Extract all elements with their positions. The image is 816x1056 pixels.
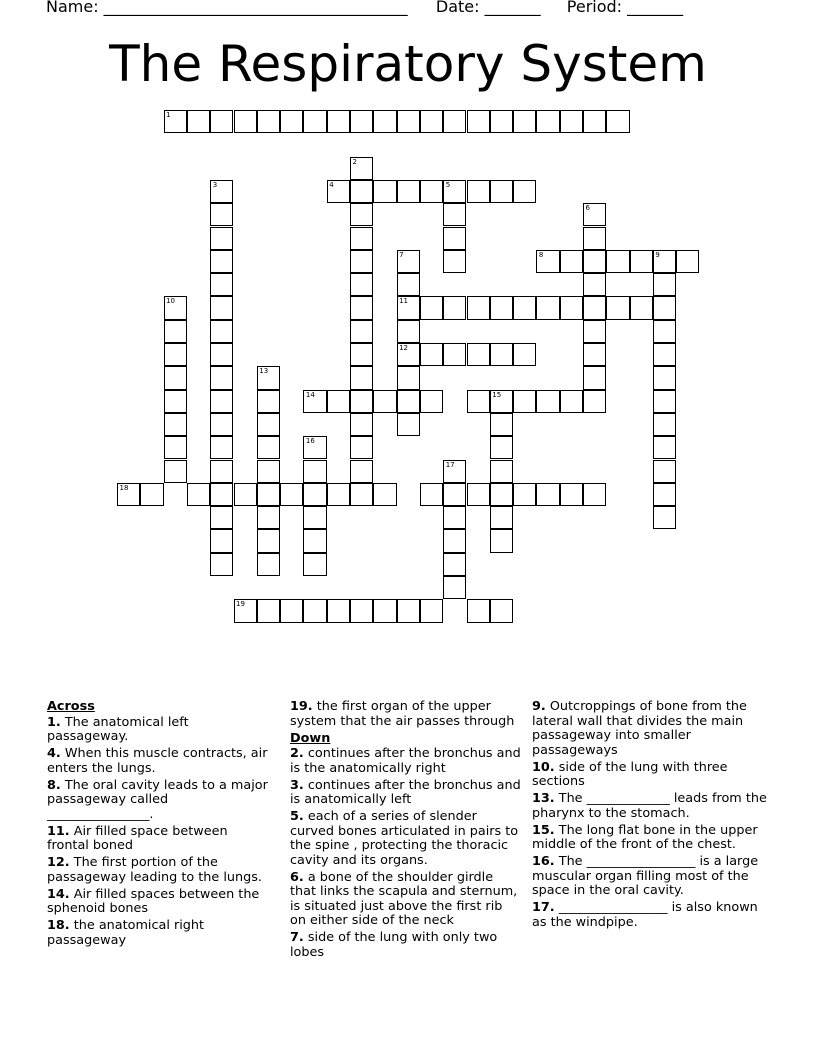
grid-cell[interactable] bbox=[420, 599, 443, 622]
grid-cell[interactable] bbox=[164, 343, 187, 366]
grid-cell[interactable] bbox=[653, 413, 676, 436]
across-clue bbox=[290, 700, 522, 729]
grid-cell[interactable] bbox=[443, 250, 466, 273]
grid-cell[interactable] bbox=[397, 273, 420, 296]
grid-cell[interactable] bbox=[257, 553, 280, 576]
grid-cell[interactable] bbox=[653, 366, 676, 389]
clue-text: When this muscle contracts, air enters the lungs. bbox=[47, 746, 268, 776]
clue-number: 14 bbox=[305, 390, 315, 399]
grid-cell[interactable] bbox=[490, 599, 513, 622]
grid-cell[interactable] bbox=[676, 250, 699, 273]
clue-number: 1 bbox=[166, 111, 171, 119]
grid-cell[interactable] bbox=[467, 599, 490, 622]
grid-cell[interactable] bbox=[653, 460, 676, 483]
clue-number-label: 15. bbox=[532, 822, 555, 838]
clue-number: 17 bbox=[445, 460, 455, 469]
grid-cell[interactable] bbox=[443, 506, 466, 529]
grid-cell[interactable] bbox=[583, 203, 606, 226]
grid-cell[interactable] bbox=[560, 110, 583, 133]
grid-cell[interactable] bbox=[397, 320, 420, 343]
clues-column-3 bbox=[532, 700, 768, 933]
grid-cell[interactable] bbox=[210, 110, 233, 133]
grid-cell[interactable] bbox=[467, 343, 490, 366]
clue-number: 13 bbox=[259, 367, 269, 376]
across-clue bbox=[47, 716, 272, 745]
grid-cell[interactable] bbox=[653, 436, 676, 459]
grid-cell[interactable] bbox=[653, 320, 676, 343]
grid-cell[interactable] bbox=[257, 599, 280, 622]
grid-cell[interactable] bbox=[467, 296, 490, 319]
grid-cell[interactable] bbox=[164, 390, 187, 413]
clue-number-label: 11. bbox=[47, 823, 70, 839]
grid-cell[interactable] bbox=[583, 390, 606, 413]
grid-cell[interactable] bbox=[583, 483, 606, 506]
grid-cell[interactable] bbox=[490, 529, 513, 552]
grid-cell[interactable] bbox=[490, 460, 513, 483]
name-field-label[interactable]: Name: ______________________________________ bbox=[46, 0, 408, 16]
clue-number: 11 bbox=[399, 297, 409, 306]
clue-number-label: 9. bbox=[532, 699, 546, 714]
grid-cell[interactable] bbox=[257, 390, 280, 413]
grid-cell[interactable] bbox=[350, 460, 373, 483]
grid-cell[interactable] bbox=[327, 110, 350, 133]
grid-cell[interactable] bbox=[257, 483, 280, 506]
grid-cell[interactable] bbox=[490, 110, 513, 133]
clue-number: 4 bbox=[329, 180, 334, 189]
clue-number: 9 bbox=[655, 250, 660, 259]
period-field-label[interactable]: Period: _______ bbox=[566, 0, 684, 16]
clue-text: the first organ of the upper system that the air passes through bbox=[290, 699, 515, 729]
grid-cell[interactable] bbox=[303, 529, 326, 552]
grid-cell[interactable] bbox=[350, 390, 373, 413]
down-clue bbox=[532, 700, 768, 758]
grid-cell[interactable] bbox=[257, 110, 280, 133]
grid-cell[interactable] bbox=[420, 110, 443, 133]
grid-cell[interactable] bbox=[490, 390, 513, 413]
clue-number-label: 10. bbox=[532, 759, 555, 775]
grid-cell[interactable] bbox=[653, 250, 676, 273]
clue-number-label: 3. bbox=[290, 777, 304, 793]
grid-cell[interactable] bbox=[536, 296, 559, 319]
clue-number: 18 bbox=[119, 483, 129, 492]
grid-cell[interactable] bbox=[560, 483, 583, 506]
clue-text: side of the lung with only two lobes bbox=[290, 930, 498, 960]
grid-cell[interactable] bbox=[513, 180, 536, 203]
clue-text: side of the lung with three sections bbox=[532, 759, 728, 789]
down-clue bbox=[290, 871, 522, 929]
grid-cell[interactable] bbox=[490, 483, 513, 506]
down-clue bbox=[532, 855, 768, 899]
grid-cell[interactable] bbox=[373, 110, 396, 133]
clue-number-label: 19. bbox=[290, 699, 313, 714]
across-clue bbox=[47, 856, 272, 885]
down-clue-list-continued bbox=[532, 700, 768, 930]
grid-cell[interactable] bbox=[443, 296, 466, 319]
across-clue bbox=[47, 825, 272, 854]
grid-cell[interactable] bbox=[490, 436, 513, 459]
clue-number-label: 2. bbox=[290, 746, 304, 761]
grid-cell[interactable] bbox=[443, 203, 466, 226]
grid-cell[interactable] bbox=[560, 390, 583, 413]
grid-cell[interactable] bbox=[210, 343, 233, 366]
clue-number-label: 5. bbox=[290, 809, 304, 824]
grid-cell[interactable] bbox=[350, 157, 373, 180]
down-clue bbox=[290, 779, 522, 808]
grid-cell[interactable] bbox=[257, 506, 280, 529]
grid-cell[interactable] bbox=[443, 483, 466, 506]
grid-cell[interactable] bbox=[210, 413, 233, 436]
grid-cell[interactable] bbox=[536, 110, 559, 133]
grid-cell[interactable] bbox=[443, 110, 466, 133]
grid-cell[interactable] bbox=[210, 296, 233, 319]
grid-cell[interactable] bbox=[210, 506, 233, 529]
grid-cell[interactable] bbox=[490, 296, 513, 319]
clue-text: the anatomical right passageway bbox=[47, 918, 205, 948]
across-clue-list-continued bbox=[290, 700, 522, 729]
grid-cell[interactable] bbox=[397, 296, 420, 319]
grid-cell[interactable] bbox=[210, 250, 233, 273]
across-clue bbox=[47, 919, 272, 948]
grid-cell[interactable] bbox=[397, 250, 420, 273]
grid-cell[interactable] bbox=[536, 390, 559, 413]
grid-cell[interactable] bbox=[210, 366, 233, 389]
grid-cell[interactable] bbox=[350, 110, 373, 133]
grid-cell[interactable] bbox=[630, 296, 653, 319]
clue-text: Outcroppings of bone from the lateral wall that divides the main passageway into smaller passageways bbox=[532, 699, 747, 758]
grid-cell[interactable] bbox=[210, 390, 233, 413]
clue-number-label: 17. bbox=[532, 900, 555, 915]
grid-cell[interactable] bbox=[350, 250, 373, 273]
clue-number-label: 1. bbox=[47, 714, 61, 730]
grid-cell[interactable] bbox=[210, 273, 233, 296]
grid-cell[interactable] bbox=[443, 529, 466, 552]
grid-cell[interactable] bbox=[653, 296, 676, 319]
grid-cell[interactable] bbox=[303, 390, 326, 413]
grid-cell[interactable] bbox=[513, 110, 536, 133]
across-clue bbox=[47, 888, 272, 917]
grid-cell[interactable] bbox=[490, 506, 513, 529]
grid-cell[interactable] bbox=[327, 599, 350, 622]
grid-cell[interactable] bbox=[210, 483, 233, 506]
grid-cell[interactable] bbox=[653, 390, 676, 413]
grid-cell[interactable] bbox=[280, 110, 303, 133]
grid-cell[interactable] bbox=[536, 250, 559, 273]
clue-number-label: 13. bbox=[532, 791, 555, 806]
grid-cell[interactable] bbox=[117, 483, 140, 506]
clue-number: 10 bbox=[166, 297, 176, 306]
clue-number: 3 bbox=[212, 180, 218, 189]
grid-cell[interactable] bbox=[303, 506, 326, 529]
grid-cell[interactable] bbox=[583, 273, 606, 296]
grid-cell[interactable] bbox=[513, 483, 536, 506]
grid-cell[interactable] bbox=[350, 483, 373, 506]
clue-text: Air filled space between frontal boned bbox=[47, 823, 228, 853]
grid-cell[interactable] bbox=[210, 529, 233, 552]
grid-cell[interactable] bbox=[443, 343, 466, 366]
clue-text: The oral cavity leads to a major passageway called ________________. bbox=[47, 777, 268, 822]
clue-number: 19 bbox=[236, 600, 245, 609]
grid-cell[interactable] bbox=[467, 110, 490, 133]
grid-cell[interactable] bbox=[606, 110, 629, 133]
clue-number-label: 16. bbox=[532, 854, 555, 869]
clue-number-label: 12. bbox=[47, 855, 70, 870]
grid-cell[interactable] bbox=[583, 227, 606, 250]
down-clue-list bbox=[290, 747, 522, 960]
grid-cell[interactable] bbox=[210, 436, 233, 459]
grid-cell[interactable] bbox=[210, 227, 233, 250]
clue-number: 8 bbox=[538, 250, 544, 259]
grid-cell[interactable] bbox=[257, 436, 280, 459]
across-clue-list bbox=[47, 716, 272, 949]
grid-cell[interactable] bbox=[373, 180, 396, 203]
grid-cell[interactable] bbox=[210, 320, 233, 343]
grid-cell[interactable] bbox=[303, 460, 326, 483]
grid-cell[interactable] bbox=[140, 483, 163, 506]
grid-cell[interactable] bbox=[420, 390, 443, 413]
clue-number: 6 bbox=[585, 204, 590, 213]
grid-cell[interactable] bbox=[234, 483, 257, 506]
grid-cell[interactable] bbox=[397, 343, 420, 366]
grid-cell[interactable] bbox=[350, 436, 373, 459]
grid-cell[interactable] bbox=[350, 180, 373, 203]
grid-cell[interactable] bbox=[210, 553, 233, 576]
clue-text: The _________________ is a large muscular organ filling most of the space in the oral cavity. bbox=[532, 854, 759, 898]
grid-cell[interactable] bbox=[630, 250, 653, 273]
grid-cell[interactable] bbox=[350, 413, 373, 436]
grid-cell[interactable] bbox=[187, 483, 210, 506]
grid-cell[interactable] bbox=[653, 483, 676, 506]
clue-number: 12 bbox=[399, 344, 409, 352]
across-clue bbox=[47, 747, 272, 776]
clue-text: continues after the bronchus and is the anatomically right bbox=[290, 746, 521, 776]
clue-number-label: 8. bbox=[47, 777, 61, 793]
grid-cell[interactable] bbox=[443, 553, 466, 576]
grid-cell[interactable] bbox=[303, 436, 326, 459]
grid-cell[interactable] bbox=[210, 203, 233, 226]
clue-number: 5 bbox=[445, 180, 451, 189]
grid-cell[interactable] bbox=[257, 460, 280, 483]
grid-cell[interactable] bbox=[443, 227, 466, 250]
grid-cell[interactable] bbox=[443, 460, 466, 483]
grid-cell[interactable] bbox=[583, 320, 606, 343]
grid-cell[interactable] bbox=[583, 250, 606, 273]
grid-cell[interactable] bbox=[373, 599, 396, 622]
grid-cell[interactable] bbox=[420, 296, 443, 319]
clue-number-label: 7. bbox=[290, 930, 304, 945]
grid-cell[interactable] bbox=[257, 366, 280, 389]
grid-cell[interactable] bbox=[513, 343, 536, 366]
clue-number: 16 bbox=[305, 437, 315, 446]
grid-cell[interactable] bbox=[653, 506, 676, 529]
across-clue bbox=[47, 779, 272, 823]
grid-cell[interactable] bbox=[397, 110, 420, 133]
grid-cell[interactable] bbox=[373, 483, 396, 506]
grid-cell[interactable] bbox=[653, 273, 676, 296]
down-clue bbox=[532, 761, 768, 790]
clue-number-label: 14. bbox=[47, 886, 70, 902]
clue-number-label: 6. bbox=[290, 869, 304, 885]
grid-cell[interactable] bbox=[420, 343, 443, 366]
grid-cell[interactable] bbox=[327, 390, 350, 413]
grid-cell[interactable] bbox=[164, 413, 187, 436]
clue-text: The first portion of the passageway leading to the lungs. bbox=[47, 855, 262, 885]
grid-cell[interactable] bbox=[303, 553, 326, 576]
grid-cell[interactable] bbox=[467, 483, 490, 506]
grid-cell[interactable] bbox=[164, 110, 187, 133]
down-clue bbox=[290, 747, 522, 776]
grid-cell[interactable] bbox=[583, 366, 606, 389]
grid-cell[interactable] bbox=[560, 250, 583, 273]
grid-cell[interactable] bbox=[303, 599, 326, 622]
grid-cell[interactable] bbox=[350, 296, 373, 319]
clues-column-1 bbox=[47, 700, 272, 951]
header bbox=[46, 0, 683, 16]
grid-cell[interactable] bbox=[373, 390, 396, 413]
grid-cell[interactable] bbox=[350, 343, 373, 366]
clues-column-2 bbox=[290, 700, 522, 963]
grid-cell[interactable] bbox=[280, 599, 303, 622]
grid-cell[interactable] bbox=[583, 296, 606, 319]
grid-cell[interactable] bbox=[350, 320, 373, 343]
down-clue bbox=[532, 901, 768, 930]
grid-cell[interactable] bbox=[420, 483, 443, 506]
grid-cell[interactable] bbox=[536, 483, 559, 506]
clue-number-label: 18. bbox=[47, 918, 70, 933]
grid-cell[interactable] bbox=[327, 180, 350, 203]
grid-cell[interactable] bbox=[653, 343, 676, 366]
grid-cell[interactable] bbox=[234, 110, 257, 133]
grid-cell[interactable] bbox=[467, 180, 490, 203]
clue-text: The long flat bone in the upper middle of the front of the chest. bbox=[532, 822, 758, 852]
grid-cell[interactable] bbox=[164, 436, 187, 459]
grid-cell[interactable] bbox=[350, 203, 373, 226]
down-heading: Down bbox=[290, 730, 331, 746]
grid-cell[interactable] bbox=[443, 180, 466, 203]
clue-text: continues after the bronchus and is anatomically left bbox=[290, 777, 521, 807]
grid-cell[interactable] bbox=[513, 390, 536, 413]
down-clue bbox=[532, 792, 768, 821]
grid-cell[interactable] bbox=[210, 460, 233, 483]
grid-cell[interactable] bbox=[490, 413, 513, 436]
grid-cell[interactable] bbox=[583, 343, 606, 366]
grid-cell[interactable] bbox=[280, 483, 303, 506]
grid-cell[interactable] bbox=[420, 180, 443, 203]
grid-cell[interactable] bbox=[397, 180, 420, 203]
grid-cell[interactable] bbox=[327, 483, 350, 506]
grid-cell[interactable] bbox=[467, 390, 490, 413]
down-clue bbox=[290, 931, 522, 960]
grid-cell[interactable] bbox=[164, 366, 187, 389]
down-clue bbox=[290, 810, 522, 868]
clue-text: The _____________ leads from the pharynx to the stomach. bbox=[532, 791, 767, 821]
grid-cell[interactable] bbox=[257, 413, 280, 436]
grid-cell[interactable] bbox=[350, 273, 373, 296]
grid-cell[interactable] bbox=[234, 599, 257, 622]
grid-cell[interactable] bbox=[560, 296, 583, 319]
across-heading: Across bbox=[47, 699, 95, 714]
down-clue bbox=[532, 824, 768, 853]
grid-cell[interactable] bbox=[513, 296, 536, 319]
grid-cell[interactable] bbox=[397, 390, 420, 413]
grid-cell[interactable] bbox=[350, 599, 373, 622]
grid-cell[interactable] bbox=[350, 227, 373, 250]
clue-text: The anatomical left passageway. bbox=[47, 714, 189, 744]
grid-cell[interactable] bbox=[303, 483, 326, 506]
grid-cell[interactable] bbox=[164, 320, 187, 343]
grid-cell[interactable] bbox=[606, 250, 629, 273]
grid-cell[interactable] bbox=[583, 110, 606, 133]
grid-cell[interactable] bbox=[303, 110, 326, 133]
grid-cell[interactable] bbox=[257, 529, 280, 552]
grid-cell[interactable] bbox=[490, 180, 513, 203]
clue-number-label: 4. bbox=[47, 746, 61, 761]
grid-cell[interactable] bbox=[350, 366, 373, 389]
grid-cell[interactable] bbox=[164, 296, 187, 319]
clue-text: Air filled spaces between the sphenoid bones bbox=[47, 886, 260, 916]
grid-cell[interactable] bbox=[164, 460, 187, 483]
grid-cell[interactable] bbox=[443, 576, 466, 599]
grid-cell[interactable] bbox=[490, 343, 513, 366]
grid-cell[interactable] bbox=[397, 413, 420, 436]
clue-text: _________________ is also known as the windpipe. bbox=[532, 900, 758, 930]
clue-text: each of a series of slender curved bones articulated in pairs to the spine , protecting the thoracic cavity and its organs. bbox=[290, 809, 519, 868]
date-field-label[interactable]: Date: _______ bbox=[435, 0, 541, 16]
grid-cell[interactable] bbox=[397, 599, 420, 622]
clue-number: 15 bbox=[492, 390, 502, 399]
page-title: The Respiratory System bbox=[109, 35, 707, 93]
grid-cell[interactable] bbox=[397, 366, 420, 389]
grid-cell[interactable] bbox=[187, 110, 210, 133]
clue-number: 7 bbox=[399, 250, 404, 259]
grid-cell[interactable] bbox=[210, 180, 233, 203]
clue-number: 2 bbox=[352, 157, 357, 166]
grid-cell[interactable] bbox=[606, 296, 629, 319]
clue-text: a bone of the shoulder girdle that links the scapula and sternum, is situated just above the first rib on either side of the neck bbox=[290, 869, 518, 928]
